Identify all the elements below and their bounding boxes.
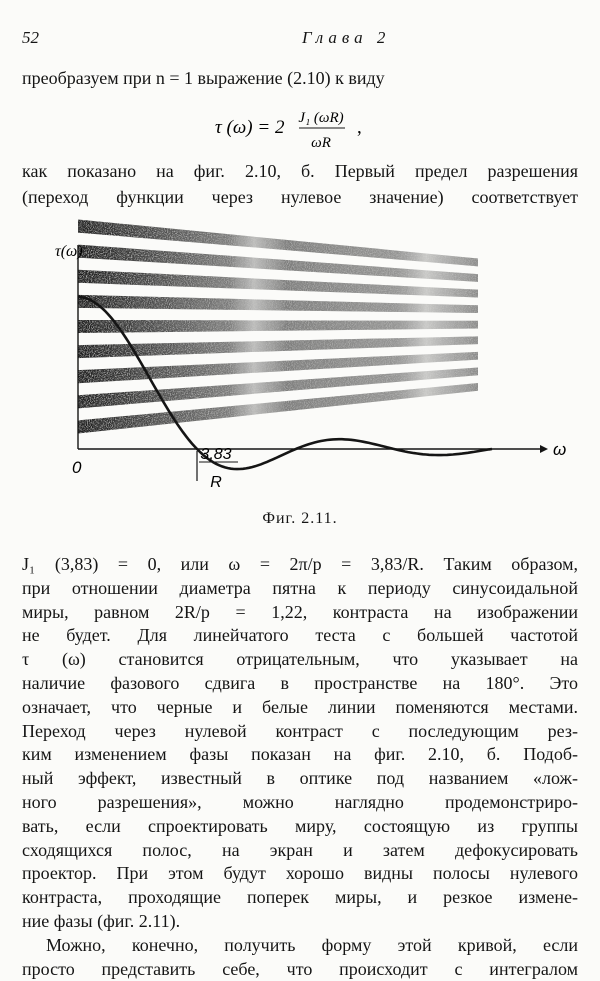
text-line: Можно, конечно, получить форму этой кривой, если [46, 934, 578, 955]
text-line: ние фазы (фиг. 2.11). [22, 910, 181, 931]
equation-comma: , [357, 117, 362, 138]
converging-stripe [78, 320, 478, 333]
text-line: как показано на фиг. 2.10, б. Первый предел разрешения [22, 161, 578, 181]
para-before-figure [22, 158, 578, 210]
equation-lhs: τ (ω) = 2 [215, 117, 285, 138]
figure-caption: Фиг. 2.11. [262, 510, 338, 527]
text-line: означает, что черные и белые линии поменяются местами. [22, 696, 578, 717]
chapter-title: Глава 2 [302, 28, 391, 47]
y-axis-label: τ(ω) [55, 243, 83, 260]
converging-stripe [78, 295, 478, 313]
text-line: просто представить себе, что происходит с интегралом [22, 958, 578, 979]
text-line: (переход функции через нулевое значение) соответствует [22, 187, 578, 207]
main-text [22, 553, 578, 981]
running-header [22, 28, 578, 50]
text-line: J₁ (3,83) = 0, или ω = 2π/p = 3,83/R. Таким образом, [22, 554, 578, 574]
x-axis-arrow [540, 445, 548, 453]
tick-label-numerator: 3,83 [200, 446, 232, 463]
text-line: ким изменением фазы показан на фиг. 2.10, б. Подоб- [22, 744, 578, 765]
text-line: ный эффект, известный в оптике под названием «лож- [22, 768, 578, 789]
text-line: при отношении диаметра пятна к периоду синусоидальной [22, 577, 578, 598]
text-line: контраста, проходящие поперек миры, и резкое измене- [22, 887, 578, 908]
text-line: Переход через нулевой контраст с последующим рез- [22, 720, 578, 741]
text-line: τ (ω) становится отрицательным, что указывает на [22, 649, 578, 670]
text-line: ного разрешения», можно наглядно продемонстриро- [22, 791, 578, 812]
text-line: проектор. При этом будут хорошо видны полосы нулевого [22, 863, 578, 884]
page-number: 52 [22, 28, 39, 47]
equation-numerator: J₁ (ωR) [298, 110, 344, 126]
text-line: миры, равном 2R/p = 1,22, контраста на изображении [22, 601, 578, 622]
equation-denominator: ωR [311, 135, 331, 151]
origin-label: 0 [72, 458, 82, 477]
text-line: не будет. Для линейчатого теста с большей частотой [22, 625, 578, 646]
intro-line: преобразуем при n = 1 выражение (2.10) к виду [22, 68, 385, 88]
text-line: наличие фазового сдвига в пространстве на 180°. Это [22, 672, 578, 693]
text-line: вать, если спроектировать миру, состоящую из группы [22, 815, 578, 836]
text-line: сходящихся полос, на экран и затем дефокусировать [22, 839, 578, 860]
x-axis-label: ω [553, 440, 567, 459]
converging-line-pattern [78, 220, 478, 434]
equation [215, 100, 415, 154]
tick-label-denominator: R [210, 474, 222, 491]
figure-2-11 [0, 205, 600, 505]
